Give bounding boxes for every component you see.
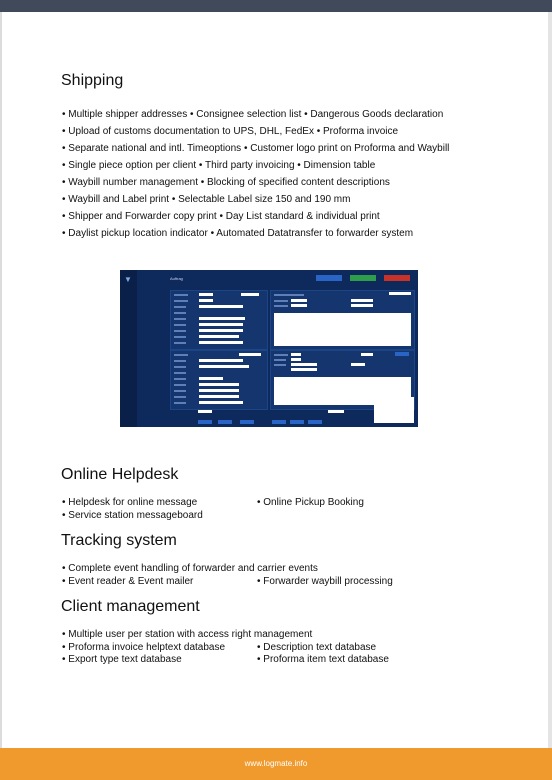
list-item: • Shipper and Forwarder copy print • Day List standard & individual print — [62, 211, 380, 222]
list-item: • Waybill number management • Blocking of specified content descriptions — [62, 177, 390, 188]
list-item: • Daylist pickup location indicator • Automated Datatransfer to forwarder system — [62, 228, 414, 239]
client-management-title: Client management — [61, 598, 200, 615]
screenshot-green-button — [350, 275, 376, 281]
shipping-title: Shipping — [61, 72, 124, 89]
list-item: • Multiple user per station with access right management — [62, 629, 313, 640]
tracking-features-list — [62, 563, 457, 588]
list-item: • Service station messageboard — [62, 509, 203, 521]
list-item: • Description text database — [257, 641, 377, 653]
list-item: • Single piece option per client • Third party invoicing • Dimension table — [62, 160, 376, 171]
helpdesk-title: Online Helpdesk — [61, 466, 179, 483]
website-url: www.logmate.info — [244, 759, 308, 768]
helpdesk-features-list — [62, 497, 457, 522]
screenshot-window-title: Auftrag — [170, 276, 183, 281]
list-item: • Waybill and Label print • Selectable Label size 150 and 190 mm — [62, 194, 351, 205]
screenshot-red-button — [384, 275, 410, 281]
list-item: • Upload of customs documentation to UPS, DHL, FedEx • Proforma invoice — [62, 126, 399, 137]
screenshot-sidebar — [120, 270, 137, 427]
list-item: • Helpdesk for online message — [62, 497, 198, 508]
app-logo-icon: ▼ — [124, 275, 132, 284]
client-management-features-list — [62, 629, 457, 667]
list-item: • Complete event handling of forwarder and carrier events — [62, 563, 318, 574]
tracking-title: Tracking system — [61, 532, 177, 549]
list-item: • Proforma invoice helptext database — [62, 641, 226, 653]
screenshot-consignee-panel — [170, 350, 268, 410]
page-edge-left — [0, 12, 2, 748]
screenshot-blue-button — [316, 275, 342, 281]
screenshot-shipment-panel — [270, 290, 415, 350]
list-item: • Forwarder waybill processing — [257, 575, 393, 587]
list-item: • Event reader & Event mailer — [62, 575, 194, 587]
list-item: • Separate national and intl. Timeoptions • Customer logo print on Proforma and Waybill — [62, 143, 450, 154]
shipping-features-list — [62, 106, 449, 242]
list-item: • Multiple shipper addresses • Consignee selection list • Dangerous Goods declaration — [62, 109, 444, 120]
screenshot-shipper-panel — [170, 290, 268, 350]
application-screenshot — [120, 270, 418, 427]
top-bar — [0, 0, 552, 12]
list-item: • Export type text database — [62, 654, 182, 665]
list-item: • Proforma item text database — [257, 654, 389, 665]
page-edge-right — [548, 12, 552, 748]
list-item: • Online Pickup Booking — [257, 497, 364, 508]
footer-bar — [0, 748, 552, 780]
